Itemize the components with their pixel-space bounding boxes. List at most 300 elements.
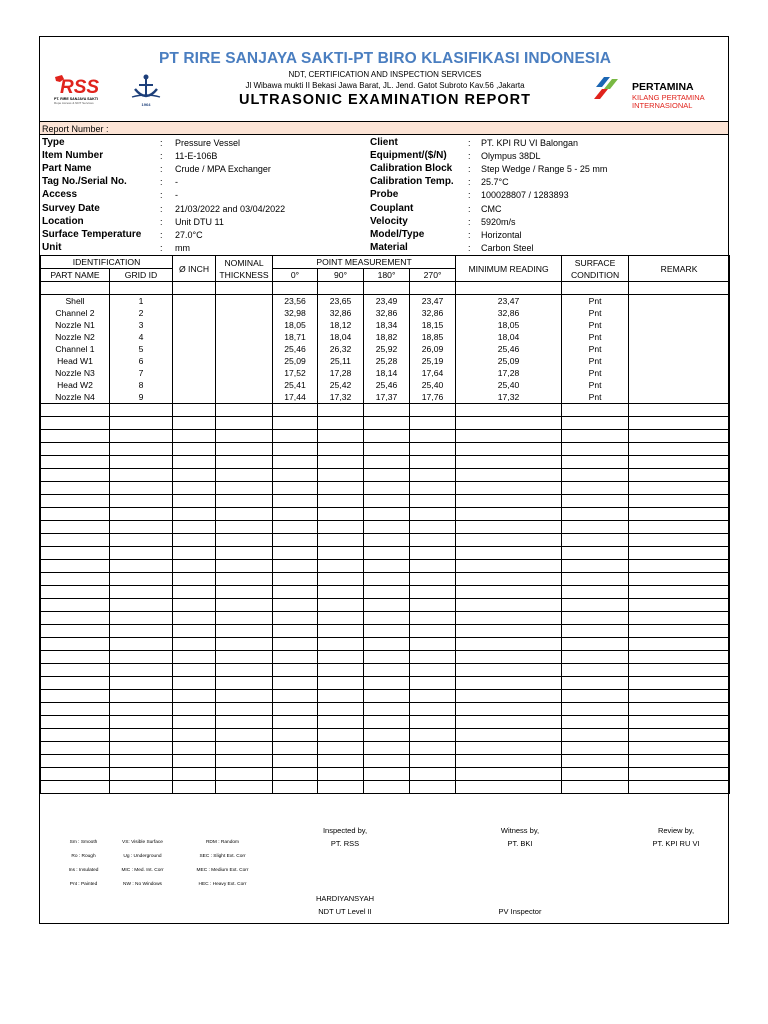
witness-by-label: Witness by, [500, 826, 540, 835]
table-row [41, 430, 730, 443]
table-cell [110, 651, 173, 664]
table-cell [273, 612, 318, 625]
info-label: Location [42, 215, 84, 227]
info-label: Material [370, 241, 408, 253]
table-cell [110, 508, 173, 521]
report-title: ULTRASONIC EXAMINATION REPORT [239, 92, 531, 108]
info-value: Crude / MPA Exchanger [175, 164, 271, 175]
table-cell [562, 521, 629, 534]
table-cell [41, 651, 110, 664]
table-cell [629, 547, 730, 560]
table-cell [410, 755, 456, 768]
info-colon: : [160, 138, 163, 148]
info-value: Step Wedge / Range 5 - 25 mm [481, 164, 608, 175]
table-cell [629, 482, 730, 495]
table-cell [364, 534, 410, 547]
table-cell [318, 573, 364, 586]
info-label: Model/Type [370, 228, 425, 240]
info-value: Carbon Steel [481, 242, 534, 253]
info-colon: : [468, 177, 471, 188]
table-cell [173, 716, 216, 729]
svg-text:KILANG PERTAMINA: KILANG PERTAMINA [632, 93, 705, 102]
table-cell [110, 729, 173, 742]
table-cell [273, 547, 318, 560]
table-cell [364, 612, 410, 625]
table-cell [273, 677, 318, 690]
table-cell: Pnt [562, 355, 629, 367]
table-cell [216, 343, 273, 355]
table-cell [273, 768, 318, 781]
table-row [41, 742, 730, 755]
table-cell [173, 638, 216, 651]
table-cell: 18,15 [410, 319, 456, 331]
table-cell: 25,19 [410, 355, 456, 367]
table-cell [173, 781, 216, 794]
table-cell [562, 638, 629, 651]
table-cell: 7 [110, 367, 173, 379]
table-row [41, 391, 730, 404]
table-cell [318, 508, 364, 521]
table-cell [173, 404, 216, 417]
table-cell [410, 430, 456, 443]
table-cell: 9 [110, 391, 173, 404]
table-cell [318, 755, 364, 768]
table-cell [318, 768, 364, 781]
table-cell [173, 729, 216, 742]
info-label: Unit [42, 241, 62, 253]
table-cell [410, 560, 456, 573]
table-cell: 2 [110, 307, 173, 319]
table-row [41, 573, 730, 586]
table-cell [216, 367, 273, 379]
legend-entry: HEC : Heavy Ext. Corr [198, 882, 247, 887]
table-cell [41, 716, 110, 729]
table-cell [216, 391, 273, 404]
table-cell [318, 417, 364, 430]
table-cell [562, 495, 629, 508]
table-cell [216, 755, 273, 768]
table-cell: Head W2 [41, 379, 110, 391]
table-cell [41, 755, 110, 768]
table-cell [173, 482, 216, 495]
info-colon: : [468, 203, 471, 214]
table-cell [216, 625, 273, 638]
table-cell [318, 716, 364, 729]
info-colon: : [468, 138, 471, 148]
table-cell [562, 534, 629, 547]
table-cell [562, 573, 629, 586]
table-cell [456, 625, 562, 638]
table-row [41, 755, 730, 768]
table-cell [110, 482, 173, 495]
table-cell [364, 586, 410, 599]
table-cell: 17,76 [410, 391, 456, 404]
table-cell: 32,86 [410, 307, 456, 319]
table-cell [41, 534, 110, 547]
info-label: Couplant [370, 202, 414, 214]
table-cell [173, 379, 216, 391]
table-row [41, 443, 730, 456]
table-cell [41, 638, 110, 651]
surface-condition-header: SURFACE CONDITION [562, 256, 629, 282]
services-line: NDT, CERTIFICATION AND INSPECTION SERVICES [288, 70, 482, 79]
table-cell: 18,82 [364, 331, 410, 343]
info-value: 100028807 / 1283893 [481, 190, 569, 201]
info-value: 21/03/2022 and 03/04/2022 [175, 203, 286, 214]
svg-text:Rope Access & NDT Services: Rope Access & NDT Services [54, 101, 94, 105]
table-cell [364, 729, 410, 742]
table-row [41, 482, 730, 495]
table-cell [41, 547, 110, 560]
table-cell [629, 495, 730, 508]
table-cell [456, 508, 562, 521]
table-cell [273, 469, 318, 482]
deg-180-header: 180° [364, 269, 410, 282]
table-cell [562, 781, 629, 794]
table-cell: Channel 2 [41, 307, 110, 319]
table-cell [562, 508, 629, 521]
table-cell [41, 404, 110, 417]
table-cell [216, 612, 273, 625]
table-row [41, 547, 730, 560]
table-row [41, 307, 730, 319]
table-cell [273, 560, 318, 573]
table-cell [364, 703, 410, 716]
table-cell [318, 664, 364, 677]
table-cell: 18,05 [273, 319, 318, 331]
table-cell: 8 [110, 379, 173, 391]
table-cell [629, 768, 730, 781]
table-cell [364, 755, 410, 768]
table-cell [364, 417, 410, 430]
table-cell [173, 651, 216, 664]
table-row [41, 716, 730, 729]
table-cell [629, 638, 730, 651]
table-cell [173, 625, 216, 638]
table-cell: 25,46 [273, 343, 318, 355]
table-cell [173, 456, 216, 469]
table-cell [456, 573, 562, 586]
table-cell [456, 781, 562, 794]
table-cell [273, 664, 318, 677]
table-cell [110, 664, 173, 677]
inspected-by-label: Inspected by, [322, 826, 368, 835]
table-cell [410, 495, 456, 508]
info-label: Client [370, 137, 398, 148]
table-cell: 17,44 [273, 391, 318, 404]
table-row [41, 677, 730, 690]
table-cell: 32,86 [456, 307, 562, 319]
table-cell [410, 625, 456, 638]
table-cell [110, 768, 173, 781]
table-row [41, 282, 730, 295]
info-label: Survey Date [42, 202, 100, 214]
table-cell [273, 443, 318, 456]
table-cell [273, 521, 318, 534]
info-value: 27.0°C [175, 229, 203, 240]
table-cell [629, 716, 730, 729]
table-cell: 25,46 [364, 379, 410, 391]
table-cell [216, 742, 273, 755]
table-cell [318, 742, 364, 755]
table-cell: 25,09 [456, 355, 562, 367]
report-number-bar [40, 121, 728, 135]
info-value: Unit DTU 11 [175, 216, 224, 227]
table-cell: 17,37 [364, 391, 410, 404]
table-cell [173, 612, 216, 625]
legend-entry: VS: Visible Surface [122, 840, 163, 845]
table-cell [273, 573, 318, 586]
table-cell [364, 430, 410, 443]
table-cell [562, 677, 629, 690]
table-cell [41, 781, 110, 794]
table-cell [173, 331, 216, 343]
table-cell [364, 573, 410, 586]
table-cell [216, 355, 273, 367]
table-cell [273, 586, 318, 599]
table-cell [456, 547, 562, 560]
table-row [41, 781, 730, 794]
table-cell [364, 625, 410, 638]
table-cell [318, 781, 364, 794]
table-cell [410, 404, 456, 417]
table-cell: Channel 1 [41, 343, 110, 355]
table-cell [318, 547, 364, 560]
table-cell [410, 547, 456, 560]
table-cell [629, 319, 730, 331]
table-cell [173, 742, 216, 755]
table-cell [41, 282, 110, 295]
svg-text:INTERNASIONAL: INTERNASIONAL [632, 101, 693, 110]
table-cell [41, 768, 110, 781]
table-row [41, 768, 730, 781]
table-cell [216, 295, 273, 308]
table-cell [629, 355, 730, 367]
table-cell [410, 534, 456, 547]
info-colon: : [160, 242, 163, 253]
info-value: Olympus 38DL [481, 151, 541, 162]
info-label: Probe [370, 189, 399, 201]
table-cell [318, 599, 364, 612]
table-cell [216, 703, 273, 716]
table-cell [110, 443, 173, 456]
table-cell [364, 521, 410, 534]
legend-entry: Ins : Insulated [68, 868, 99, 873]
table-cell [456, 677, 562, 690]
table-cell [364, 781, 410, 794]
table-cell [273, 282, 318, 295]
table-cell [173, 547, 216, 560]
table-cell [273, 404, 318, 417]
table-row [41, 651, 730, 664]
table-cell: 4 [110, 331, 173, 343]
table-cell: 25,92 [364, 343, 410, 355]
info-label: Velocity [370, 215, 408, 227]
table-cell [562, 729, 629, 742]
table-cell [273, 625, 318, 638]
table-cell [410, 443, 456, 456]
table-cell [562, 482, 629, 495]
table-cell [216, 404, 273, 417]
table-row [41, 638, 730, 651]
table-cell [629, 781, 730, 794]
point-measurement-header: POINT MEASUREMENT [273, 256, 456, 269]
legend-entry: NW : No Windows [123, 882, 162, 887]
table-cell [173, 307, 216, 319]
info-colon: : [468, 151, 471, 162]
table-cell [456, 282, 562, 295]
svg-text:RSS: RSS [60, 77, 100, 98]
table-cell [216, 547, 273, 560]
review-by-label: Review by, [657, 826, 695, 835]
deg-270-header: 270° [410, 269, 456, 282]
table-cell [364, 651, 410, 664]
table-cell [629, 508, 730, 521]
table-cell [173, 573, 216, 586]
table-cell: 25,28 [364, 355, 410, 367]
table-row [41, 586, 730, 599]
table-cell [456, 469, 562, 482]
part-name-header: PART NAME [41, 269, 110, 282]
svg-text:1964: 1964 [141, 102, 151, 107]
table-cell [173, 768, 216, 781]
info-value: mm [175, 242, 190, 253]
table-cell [173, 508, 216, 521]
table-cell: 23,47 [410, 295, 456, 308]
table-cell [562, 703, 629, 716]
report-sheet [39, 36, 729, 924]
identification-header: IDENTIFICATION [41, 256, 173, 269]
info-label: Part Name [42, 163, 92, 175]
table-cell: 5 [110, 343, 173, 355]
table-cell: 32,86 [364, 307, 410, 319]
table-cell [562, 404, 629, 417]
nominal-thickness-header: NOMINAL THICKNESS [216, 256, 273, 282]
table-cell [41, 599, 110, 612]
info-colon: : [160, 216, 163, 227]
table-cell [41, 495, 110, 508]
table-cell [216, 664, 273, 677]
table-cell [410, 417, 456, 430]
info-colon: : [160, 203, 163, 214]
table-cell [273, 508, 318, 521]
table-cell [629, 599, 730, 612]
table-cell: Pnt [562, 331, 629, 343]
table-cell [410, 729, 456, 742]
table-cell: 1 [110, 295, 173, 308]
table-cell [410, 690, 456, 703]
table-cell [410, 612, 456, 625]
table-cell [110, 573, 173, 586]
table-cell [41, 612, 110, 625]
table-cell [410, 742, 456, 755]
table-cell [173, 677, 216, 690]
table-cell: Shell [41, 295, 110, 308]
table-cell [41, 521, 110, 534]
table-cell: Nozzle N4 [41, 391, 110, 404]
table-row [41, 690, 730, 703]
table-cell [216, 781, 273, 794]
table-cell [110, 430, 173, 443]
table-cell: 17,32 [456, 391, 562, 404]
table-cell [629, 677, 730, 690]
table-cell [410, 521, 456, 534]
table-cell [629, 307, 730, 319]
table-cell: 17,28 [456, 367, 562, 379]
table-cell [410, 781, 456, 794]
table-cell [410, 703, 456, 716]
table-cell: 25,40 [410, 379, 456, 391]
table-cell [173, 586, 216, 599]
table-cell [456, 404, 562, 417]
table-cell [562, 560, 629, 573]
table-cell [456, 495, 562, 508]
table-cell [629, 664, 730, 677]
table-cell [562, 430, 629, 443]
table-cell [110, 547, 173, 560]
table-cell [273, 651, 318, 664]
table-cell [456, 482, 562, 495]
table-cell [216, 560, 273, 573]
table-cell [110, 716, 173, 729]
table-cell [318, 677, 364, 690]
table-cell [562, 612, 629, 625]
table-cell [110, 586, 173, 599]
table-cell [364, 768, 410, 781]
table-cell [562, 651, 629, 664]
table-cell [216, 331, 273, 343]
table-cell [41, 456, 110, 469]
table-cell [216, 456, 273, 469]
table-cell [216, 690, 273, 703]
table-cell [629, 560, 730, 573]
info-value: 25.7°C [481, 177, 509, 188]
table-cell [562, 456, 629, 469]
table-cell: Pnt [562, 367, 629, 379]
table-cell [216, 482, 273, 495]
table-cell: Pnt [562, 343, 629, 355]
table-cell [364, 456, 410, 469]
deg-0-header: 0° [273, 269, 318, 282]
table-cell [110, 599, 173, 612]
table-cell [318, 651, 364, 664]
table-cell [273, 716, 318, 729]
table-cell [629, 443, 730, 456]
table-row [41, 534, 730, 547]
table-cell [273, 729, 318, 742]
table-cell [318, 612, 364, 625]
table-cell [110, 755, 173, 768]
table-cell [216, 495, 273, 508]
table-cell [216, 651, 273, 664]
table-cell [173, 430, 216, 443]
info-colon: : [160, 151, 163, 162]
table-cell [629, 343, 730, 355]
table-cell [173, 355, 216, 367]
table-cell [410, 664, 456, 677]
table-row [41, 495, 730, 508]
table-cell [410, 482, 456, 495]
table-cell [456, 729, 562, 742]
table-cell [562, 586, 629, 599]
table-cell: 23,47 [456, 295, 562, 308]
table-cell [273, 703, 318, 716]
table-cell: Nozzle N1 [41, 319, 110, 331]
measurement-table [40, 255, 730, 794]
table-cell: 26,09 [410, 343, 456, 355]
table-cell [456, 638, 562, 651]
table-cell [410, 282, 456, 295]
